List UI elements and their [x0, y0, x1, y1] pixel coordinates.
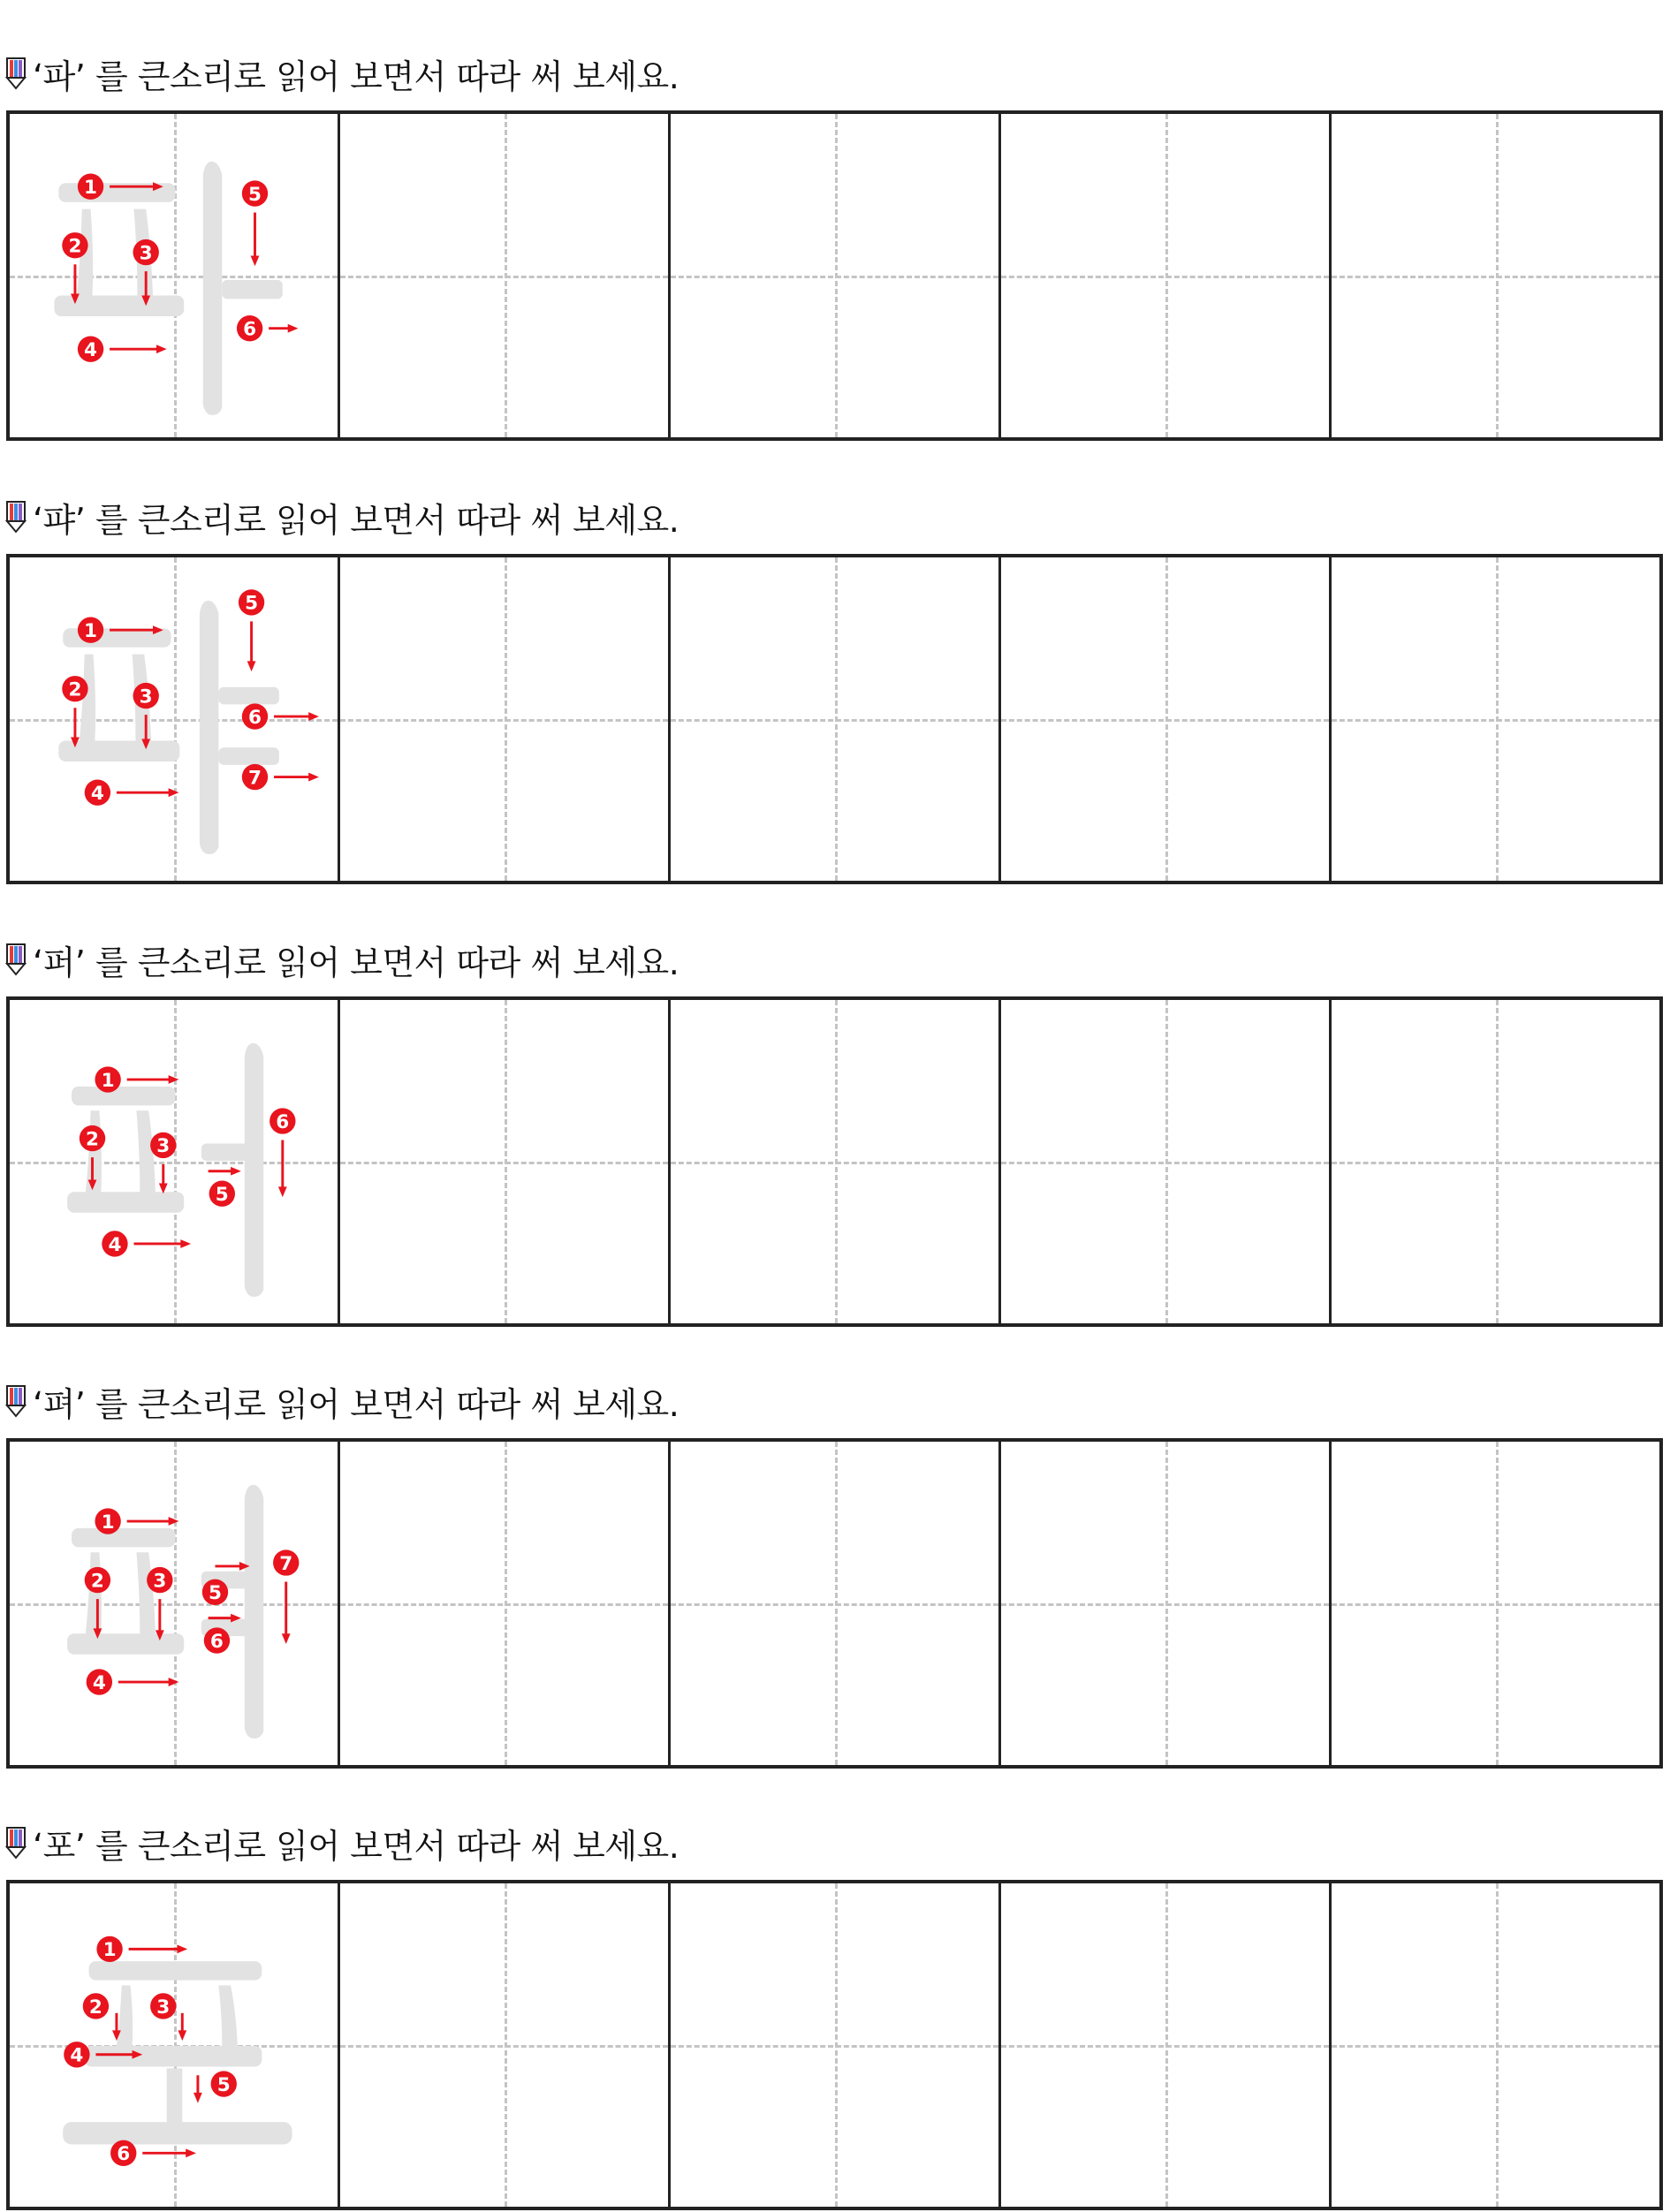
- svg-text:5: 5: [216, 2073, 231, 2096]
- svg-text:6: 6: [247, 706, 262, 729]
- practice-cell[interactable]: [1332, 557, 1659, 881]
- practice-cell[interactable]: [671, 1883, 1001, 2207]
- writing-grid: [6, 110, 1663, 441]
- svg-text:1: 1: [84, 620, 98, 643]
- practice-cell[interactable]: [1001, 1883, 1332, 2207]
- svg-text:6: 6: [243, 318, 257, 341]
- instruction-text: ‘파’ 를 큰소리로 읽어 보면서 따라 써 보세요.: [33, 57, 679, 96]
- stroke-order-model: [10, 557, 338, 881]
- practice-cell[interactable]: [671, 114, 1001, 437]
- svg-text:1: 1: [102, 1939, 117, 1962]
- svg-text:6: 6: [276, 1110, 290, 1133]
- instruction-line: [4, 51, 679, 95]
- svg-text:1: 1: [84, 177, 98, 200]
- svg-text:4: 4: [70, 2044, 84, 2067]
- svg-text:3: 3: [156, 1996, 171, 2019]
- writing-grid: [6, 554, 1663, 884]
- svg-text:2: 2: [68, 235, 82, 258]
- svg-text:3: 3: [153, 1570, 167, 1593]
- pencil-icon: [4, 500, 27, 534]
- svg-text:3: 3: [156, 1135, 171, 1158]
- svg-text:6: 6: [209, 1630, 224, 1653]
- svg-text:3: 3: [139, 686, 153, 708]
- instruction-text: ‘펴’ 를 큰소리로 읽어 보면서 따라 써 보세요.: [33, 1384, 679, 1424]
- pencil-icon: [4, 1826, 27, 1860]
- svg-text:6: 6: [117, 2143, 131, 2166]
- svg-text:2: 2: [86, 1128, 100, 1151]
- instruction-line: [4, 937, 679, 981]
- model-cell: [10, 1442, 340, 1765]
- guide-glyph-po: [63, 1961, 292, 2144]
- writing-grid: [6, 1438, 1663, 1769]
- svg-text:2: 2: [90, 1570, 104, 1593]
- svg-text:1: 1: [101, 1511, 115, 1534]
- svg-text:4: 4: [90, 783, 104, 806]
- svg-text:5: 5: [215, 1184, 229, 1207]
- practice-cell[interactable]: [340, 557, 671, 881]
- writing-grid: [6, 996, 1663, 1327]
- practice-cell[interactable]: [1332, 1883, 1659, 2207]
- stroke-order-model: [10, 114, 338, 437]
- svg-text:3: 3: [139, 242, 153, 265]
- svg-text:7: 7: [247, 767, 262, 790]
- model-cell: [10, 557, 340, 881]
- practice-cell[interactable]: [671, 1442, 1001, 1765]
- practice-cell[interactable]: [671, 1000, 1001, 1323]
- instruction-text: ‘퍼’ 를 큰소리로 읽어 보면서 따라 써 보세요.: [33, 943, 679, 982]
- instruction-line: [4, 495, 679, 539]
- instruction-line: [4, 1379, 679, 1423]
- model-cell: [10, 1000, 340, 1323]
- practice-cell[interactable]: [340, 114, 671, 437]
- svg-text:7: 7: [279, 1552, 293, 1575]
- practice-cell[interactable]: [1332, 1000, 1659, 1323]
- stroke-order-model: [10, 1000, 338, 1323]
- practice-cell[interactable]: [1001, 557, 1332, 881]
- svg-text:2: 2: [68, 678, 82, 701]
- stroke-order-markers: [62, 589, 319, 806]
- svg-text:2: 2: [88, 1996, 102, 2019]
- practice-cell[interactable]: [340, 1000, 671, 1323]
- pencil-icon: [4, 943, 27, 976]
- pencil-icon: [4, 1384, 27, 1418]
- svg-text:5: 5: [208, 1582, 222, 1605]
- svg-text:1: 1: [101, 1069, 115, 1092]
- svg-text:4: 4: [92, 1671, 106, 1694]
- svg-text:4: 4: [108, 1233, 122, 1256]
- svg-text:5: 5: [245, 592, 259, 615]
- practice-cell[interactable]: [1001, 114, 1332, 437]
- model-cell: [10, 1883, 340, 2207]
- practice-cell[interactable]: [1001, 1000, 1332, 1323]
- pencil-icon: [4, 57, 27, 90]
- practice-cell[interactable]: [340, 1883, 671, 2207]
- practice-cell[interactable]: [1332, 1442, 1659, 1765]
- instruction-text: ‘포’ 를 큰소리로 읽어 보면서 따라 써 보세요.: [33, 1826, 679, 1866]
- writing-grid: [6, 1880, 1663, 2210]
- svg-text:5: 5: [247, 183, 262, 206]
- instruction-line: [4, 1821, 679, 1865]
- svg-text:4: 4: [84, 339, 98, 362]
- practice-cell[interactable]: [1332, 114, 1659, 437]
- practice-cell[interactable]: [1001, 1442, 1332, 1765]
- instruction-text: ‘퍄’ 를 큰소리로 읽어 보면서 따라 써 보세요.: [33, 500, 679, 540]
- practice-cell[interactable]: [340, 1442, 671, 1765]
- model-cell: [10, 114, 340, 437]
- stroke-order-model: [10, 1883, 338, 2207]
- stroke-order-model: [10, 1442, 338, 1765]
- practice-cell[interactable]: [671, 557, 1001, 881]
